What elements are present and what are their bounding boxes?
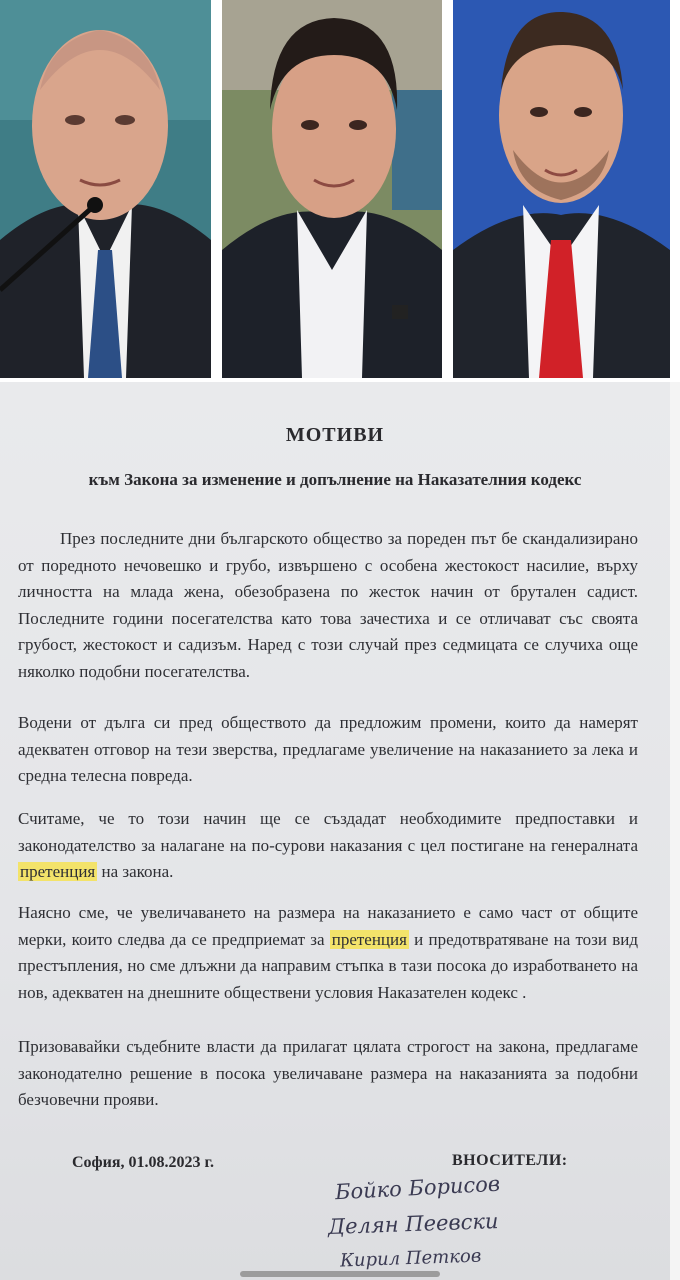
- signature-2: Делян Пеевски: [327, 1209, 499, 1239]
- highlighted-word: претенция: [20, 862, 96, 881]
- photo-strip: [0, 0, 680, 382]
- paragraph-1-text: През последните дни българското общество за пореден път бе скандализирано от поредното нечовешко и грубо, извършено с особена жестокост насилие, върху личността на млада жена, обезобразена по жесток начин от брутален садист. Последните години посегателства като това зачестиха и се отличават със своята грубост, жестокост и садизъм. Наред с този случай през седмицата се случиха още няколко подобни посегателства.: [18, 529, 638, 681]
- document-title: МОТИВИ: [285, 424, 385, 446]
- highlighted-word: претенция: [331, 929, 407, 949]
- portrait-left: [0, 0, 211, 378]
- paragraph-4: [18, 900, 638, 1006]
- movers-label: ВНОСИТЕЛИ:: [452, 1152, 568, 1169]
- portrait-right: [453, 0, 670, 378]
- paragraph-5-text: Призовавайки съдебните власти да прилагат цялата строгост на закона, предлагаме законодателно решение в посока увеличаване размера на наказанията за подобни безчовечни прояви.: [18, 1037, 638, 1109]
- page-edge: [670, 382, 680, 1280]
- paragraph-4-text-b: и предотвратяване на този вид престъпления, но сме длъжни да направим стъпка в тази посока до изработването на нов, адекватен на днешните обществени условия Наказателен кодекс .: [18, 929, 638, 1002]
- paragraph-3-text-b: на закона.: [97, 862, 174, 881]
- paragraph-3: [18, 806, 638, 886]
- document-page: [0, 382, 670, 1280]
- city-date: София, 01.08.2023 г.: [72, 1154, 214, 1171]
- paragraph-4-text-a: Наясно сме, че увеличаването на размера на наказанието е само част от общите мерки, които следва да се предприемат за: [18, 903, 638, 949]
- portrait-middle: [222, 0, 442, 378]
- signature-1: Бойко Борисов: [334, 1171, 501, 1205]
- scroll-indicator[interactable]: [240, 1271, 440, 1277]
- paragraph-5: [18, 1034, 638, 1114]
- document-subtitle: към Закона за изменение и допълнение на Наказателния кодекс: [88, 470, 582, 489]
- paragraph-2-text: Водени от дълга си пред обществото да предложим промени, които да намерят адекватен отговор на тези зверства, предлагаме увеличение на наказанието за лека и средна телесна повреда.: [18, 713, 638, 785]
- signature-3: Кирил Петков: [339, 1245, 482, 1272]
- paragraph-2: [18, 710, 638, 790]
- paragraph-3-text-a: Считаме, че то този начин ще се създадат необходимите предпоставки и законодателство за налагане на по-сурови наказания с цел постигане на генералната: [18, 809, 638, 855]
- paragraph-1: [18, 526, 638, 685]
